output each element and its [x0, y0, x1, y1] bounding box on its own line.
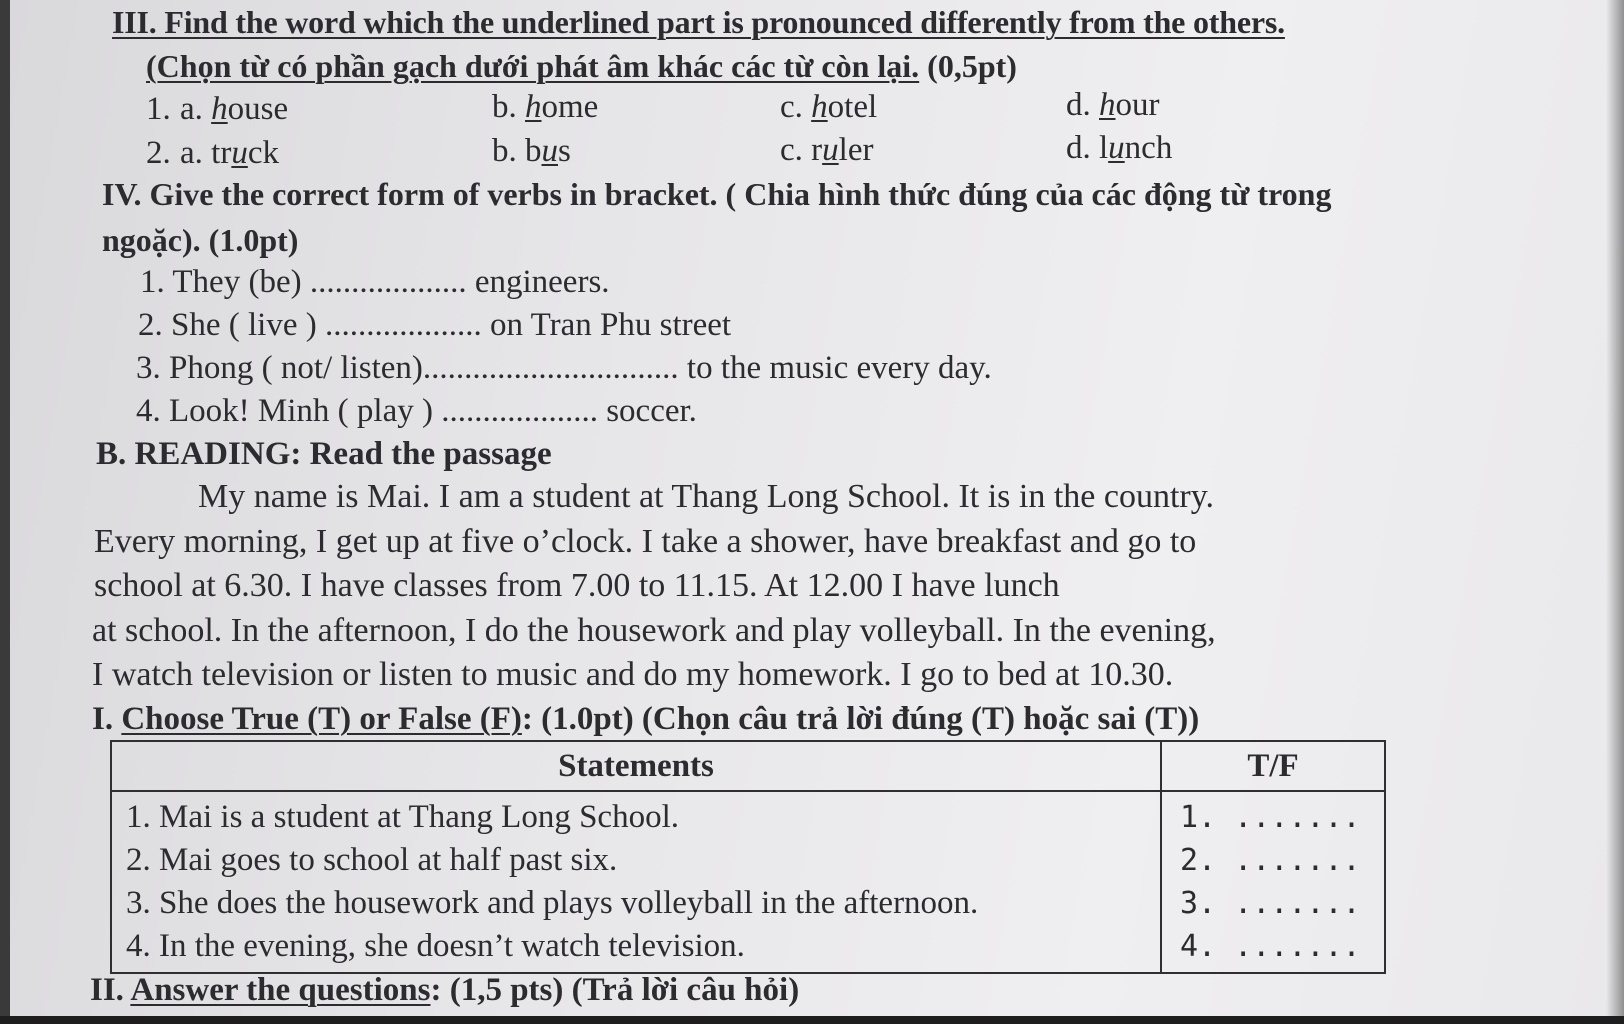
section-iii-subtitle: [146, 46, 1017, 86]
statement-1: 1. Mai is a student at Thang Long School.: [126, 799, 679, 835]
q1-number: 1.: [146, 91, 171, 127]
statement-4: 4. In the evening, she doesn’t watch television.: [126, 928, 745, 964]
section-iii-subtitle-text: (Chọn từ có phần gạch dưới phát âm khác các từ còn lại.: [146, 48, 920, 84]
tf-header: T/F: [1161, 741, 1385, 791]
q1-option-d: d. hour: [1066, 87, 1160, 123]
passage-line-5: I watch television or listen to music and do my homework. I go to bed at 10.30.: [92, 656, 1174, 693]
answer-slot-2: 2. .......: [1180, 843, 1361, 878]
passage-line-4: at school. In the afternoon, I do the housework and play volleyball. In the evening,: [92, 612, 1216, 649]
statements-cell: [111, 791, 1161, 973]
table-body-row: [111, 791, 1385, 973]
true-false-heading: I. Choose True (T) or False (F): (1.0pt) (Chọn câu trả lời đúng (T) hoặc sai (T)): [92, 701, 1200, 737]
answer-blank: ...................: [324, 307, 482, 343]
q2-option-c: c. ruler: [780, 132, 874, 168]
reading-heading: B. READING: Read the passage: [96, 436, 552, 472]
passage-line-2: Every morning, I get up at five o’clock. I take a shower, have breakfast and go to: [94, 523, 1197, 560]
passage-line-3: school at 6.30. I have classes from 7.00 to 11.15. At 12.00 I have lunch: [94, 567, 1060, 604]
statements-header: Statements: [111, 741, 1161, 791]
statement-2: 2. Mai goes to school at half past six.: [126, 842, 618, 878]
answer-slot-1: 1. .......: [1180, 800, 1361, 835]
section-iv-title: IV. Give the correct form of verbs in bracket. ( Chia hình thức đúng của các động từ trong: [102, 176, 1332, 212]
table-header-row: [111, 741, 1385, 791]
section-iv-title-cont: ngoặc). (1.0pt): [102, 222, 299, 258]
q2-number: 2.: [146, 135, 171, 171]
statement-3: 3. She does the housework and plays volleyball in the afternoon.: [126, 885, 979, 921]
answer-slot-3: 3. .......: [1180, 886, 1361, 921]
answer-blank: ...................: [441, 393, 598, 429]
q1-option-a: a. house: [180, 91, 289, 127]
answer-blank: ...............................: [422, 350, 679, 386]
photo-left-edge: [0, 0, 10, 1024]
verb-item-3: 3. Phong ( not/ listen)............................... to the music every day.: [136, 350, 992, 386]
verb-item-4: 4. Look! Minh ( play ) ................... soccer.: [136, 393, 697, 429]
true-false-table: [110, 740, 1386, 974]
q2-option-d: d. lunch: [1066, 130, 1173, 166]
q1-option-c: c. hotel: [780, 89, 878, 125]
q2-option-b: b. bus: [492, 133, 571, 169]
q2-option-a: a. truck: [180, 135, 279, 171]
q1-option-b: b. home: [492, 89, 599, 125]
answer-slot-4: 4. .......: [1180, 929, 1361, 964]
section-iii-title: III. Find the word which the underlined part is pronounced differently from the others.: [112, 4, 1285, 40]
verb-item-2: 2. She ( live ) ................... on Tran Phu street: [138, 307, 732, 343]
photo-right-shadow: [1606, 0, 1624, 1024]
section-iii-points: (0,5pt): [919, 48, 1017, 84]
answer-blank: ...................: [309, 264, 467, 300]
passage-line-1: My name is Mai. I am a student at Thang Long School. It is in the country.: [198, 478, 1215, 515]
answers-cell: [1161, 791, 1385, 973]
photo-bottom-edge: [0, 1016, 1624, 1024]
answer-questions-heading: II. Answer the questions: (1,5 pts) (Trả lời câu hỏi): [90, 972, 800, 1008]
verb-item-1: 1. They (be) ................... engineers.: [140, 264, 610, 300]
